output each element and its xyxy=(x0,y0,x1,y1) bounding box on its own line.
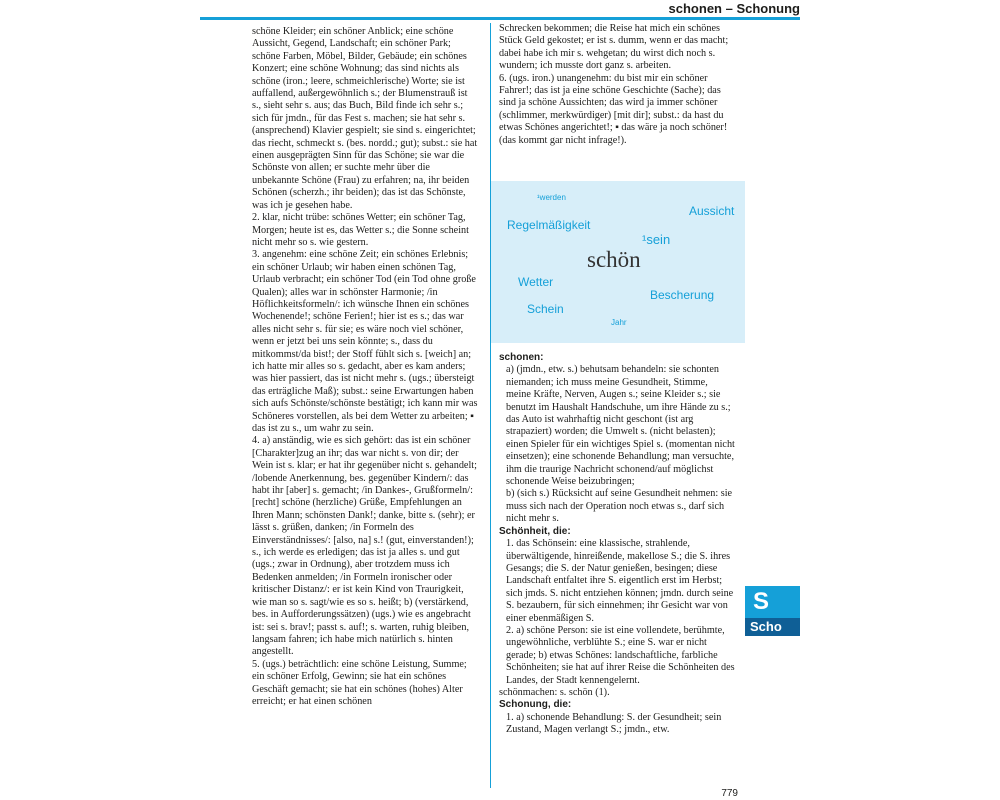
entry-sense-b: b) (sich s.) Rücksicht auf seine Gesundheit nehmen: sie muss sich nach der Operation noch etwas s., darf sich nicht mehr s. xyxy=(506,488,733,525)
entry-sense-2: 2. a) schöne Person: sie ist eine vollendete, berühmte, ungewöhnliche, verblühte S.; eine S. war er nicht gerade; b) etwas Schönes: landschaftliche, farbliche Schönheiten; sie hat auf ihrer Reise die Schönheiten des Landes, der Stadt kennengelernt. xyxy=(506,624,735,686)
entry-sense-3: 3. angenehm: eine schöne Zeit; ein schönes Erlebnis; ein schöner Urlaub; wir haben einen schönen Tag, Urlaub verbracht; ein schöner Tod (ein Tod ohne große Qualen); alles war in schönster Harmonie; /in Höflichkeitsformeln/: ich wünsche Ihnen ein schönes Wochenende!; schöne Ferien!; hier ist es s.; das war alles nicht sehr s. für sie; es wäre noch viel schöner, wenn er jetzt bei uns sein könnte; s., dass du mitkommst/da bist!; der Stoff fühlt sich s. [weich] an; ich hatte mir alles so s. gedacht, aber es kam anders; was hier passiert, das ist nicht mehr s. (ugs.; übersteigt das erträgliche Maß); subst.: seine Erwartungen haben sich aufs Schönste/schönste bestätigt; ich kann mir was Schöneres vorstellen, als bei dem Wetter zu arbeiten; ▪ das ist zu s., um wahr zu sein. xyxy=(252,249,478,434)
entry-sense-1: 1. a) schonende Behandlung: S. der Gesundheit; sein Zustand, Magen verlangt S.; jmdn., etw. xyxy=(506,711,722,736)
headword-schonung: Schonung, die: xyxy=(499,699,572,711)
entry-sense-6: 6. (ugs. iron.) unangenehm: du bist mir ein schöner Fahrer!; das ist ja eine schöne Geschichte (Sache); das sind ja schöne Aussichten; das wird ja immer schöner (schlimmer, merkwürdiger) [mit dir]; subst.: da hast du etwas Schönes angerichtet!; ▪ das wäre ja noch schöner! (das kommt gar nicht infrage!). xyxy=(499,72,728,146)
word-cloud xyxy=(491,181,745,343)
cloud-word: Bescherung xyxy=(650,288,715,302)
entry-text: Schrecken bekommen; die Reise hat mich ein schönes Stück Geld gekostet; er ist s. dumm, wenn er das macht; dabei habe ich mir s. wehgetan; du wirst dich noch s. wundern; ich musste dort ganz s. arbeiten. xyxy=(499,23,729,72)
entry-sense-a: a) (jmdn., etw. s.) behutsam behandeln: sie schonten niemanden; ich muss meine Gesundheit, Stimme, meine Kräfte, Nerven, Augen s.; seine Kleider s.; sie benutzt im Haushalt Handschuhe, um ihre Hände zu s.; das Auto ist wahrhaftig nicht geschont (ist arg strapaziert) worden; die Umwelt s. (nicht belasten); einen Spieler für ein wichtiges Spiel s. (momentan nicht einsetzen); eine schonende Behandlung; man versuchte, ihm die traurige Nachricht schonend/auf möglichst schonende Weise beizubringen; xyxy=(506,364,735,488)
column-divider xyxy=(490,23,491,788)
thumb-index-tab xyxy=(745,586,800,636)
entry-text: schöne Kleider; ein schöner Anblick; eine schöne Aussicht, Gegend, Landschaft; ein schöner Park; schöne Farben, Möbel, Bilder, Gebäude; ein schönes Konzert; eine schöne Wohnung; das sind nichts als schöne (iron.; leere, schmeichlerische) Worte; sie ist auffallend, außergewöhnlich s.; der Blumenstrauß ist s., sieht sehr s. aus; das Buch, Bild finde ich sehr s.; sich für jmdn., für das Fest s. machen; sie hat sehr s. (ansprechend) Klavier gespielt; sie sind s. eingerichtet; das riecht, schmeckt s. (bes. nordd.; gut); subst.: sie hat einen ausgeprägten Sinn für das Schöne; sie war die Schönste von allen; er suchte mehr über die unbekannte Schöne (Frau) zu erfahren; na, ihr beiden Schönen (scherzh.; ihr beiden); das ist das Schönste, was ich je gesehen habe. xyxy=(252,26,478,211)
page-number: 779 xyxy=(721,788,738,799)
cloud-center-word: schön xyxy=(587,247,641,272)
cloud-word: Schein xyxy=(527,302,564,316)
entry-sense-2: 2. klar, nicht trübe: schönes Wetter; ein schöner Tag, Morgen; heute ist es, das Wetter s.; die Sonne scheint nicht mehr so s. wie gestern. xyxy=(252,212,469,248)
cloud-word: Jahr xyxy=(611,318,627,327)
cloud-word: ¹werden xyxy=(537,193,566,202)
thumb-tab-section: Scho xyxy=(745,618,800,636)
cloud-word: ¹sein xyxy=(642,232,671,247)
header-rule xyxy=(200,17,800,20)
cloud-word: Regelmäßigkeit xyxy=(507,218,591,232)
right-column-bottom xyxy=(499,352,735,737)
cloud-word: Aussicht xyxy=(689,204,735,218)
headword-schonen: schonen: xyxy=(499,352,544,363)
cloud-word: Wetter xyxy=(518,275,554,289)
right-column-top xyxy=(499,23,735,147)
headword-schoenheit: Schönheit, die: xyxy=(499,525,571,537)
headword-schoenmachen: schönmachen: s. schön (1). xyxy=(499,686,610,698)
entry-sense-4: 4. a) anständig, wie es sich gehört: das ist ein schöner [Charakter]zug an ihr; das war nicht s. von dir; der Wein ist s. klar; er hat ihr gegenüber nicht s. gehandelt; /lobende Anerkennung, bes. gegenüber Kindern/: das habt ihr [aber] s. gemacht; /in Dankes-, Grußformeln/: [recht] schöne (herzliche) Grüße, Empfehlungen an Ihren Mann; schönsten Dank!; danke, bitte s. (sehr); er lässt s. grüßen, danken; /in Formeln des Einverständnisses/: [also, na] s.! (gut, einverstanden!); s., ich werde es erledigen; das ist ja alles s. und gut (ugs.; zwar in Ordnung), aber trotzdem muss ich Bedenken anmelden; /in Formeln ironischer oder kritischer Distanz/: er ist kein Kind von Traurigkeit, wie man so s. sagt/wie es so s. heißt; b) (verstärkend, bes. in Aufforderungssätzen) (ugs.) wie es angebracht ist: sei s. brav!; passt s. auf!; s. warten, ruhig bleiben, langsam fahren; ich habe mich natürlich s. hinten angestellt. xyxy=(252,435,477,658)
entry-sense-1: 1. das Schönsein: eine klassische, strahlende, überwältigende, hinreißende, makellose S.; die S. ihres Gesangs; die S. der Natur genießen, besingen; diese Landschaft entfaltet ihre S. eigentlich erst im Herbst; sich jmds. S. nicht entziehen können; jmdn. durch seine S. bezaubern, für sich einnehmen; ihr Gesicht war von einer ebenmäßigen S. xyxy=(506,538,734,624)
running-head: schonen – Schonung xyxy=(668,1,800,16)
left-column xyxy=(252,26,478,708)
entry-sense-5: 5. (ugs.) beträchtlich: eine schöne Leistung, Summe; ein schöner Erfolg, Gewinn; sie hat ein schönes Geschäft gemacht; sie hat ein schönes (hohes) Alter erreicht; er hat einen schönen xyxy=(252,658,467,707)
thumb-tab-letter: S xyxy=(745,586,800,618)
